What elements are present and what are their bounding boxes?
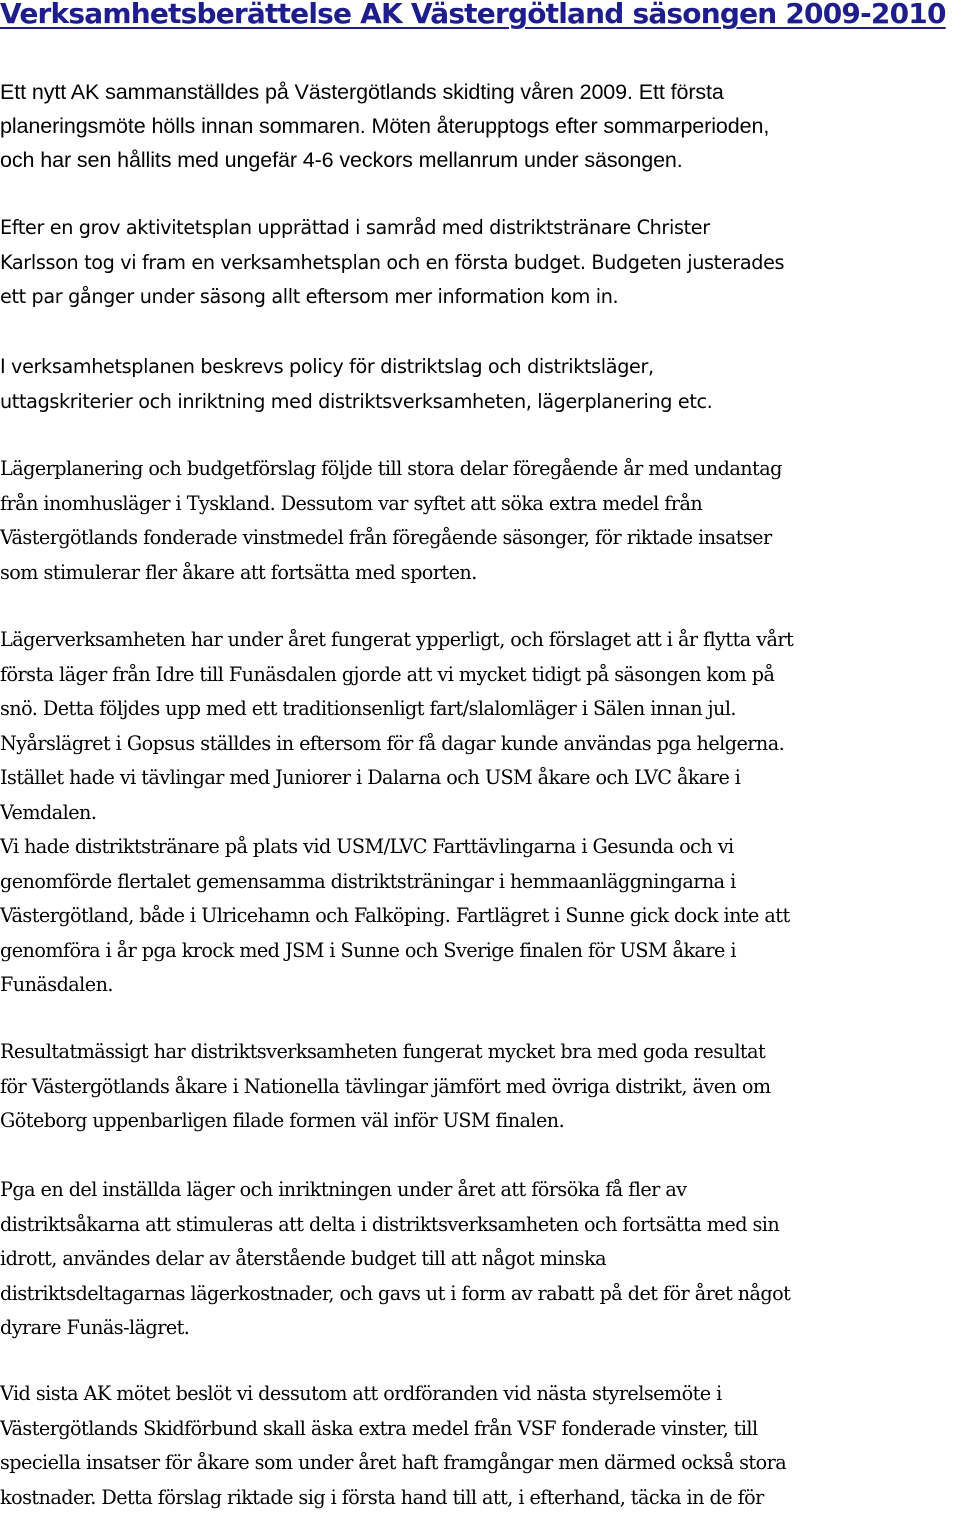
- paragraph-line: och har sen hållits med ungefär 4-6 veckors mellanrum under säsongen.: [0, 143, 769, 177]
- paragraph-line: dyrare Funäs-lägret.: [0, 1311, 790, 1346]
- paragraph-line: uttagskriterier och inriktning med distriktsverksamheten, lägerplanering etc.: [0, 385, 712, 420]
- paragraph-camp-planning: [0, 452, 782, 590]
- paragraph-camp-activities: [0, 623, 793, 1003]
- paragraph-intro: [0, 75, 769, 177]
- paragraph-line: snö. Detta följdes upp med ett traditionsenligt fart/slalomläger i Sälen innan jul.: [0, 692, 793, 727]
- paragraph-line: Efter en grov aktivitetsplan upprättad i samråd med distriktstränare Christer: [0, 211, 784, 246]
- paragraph-line: Vi hade distriktstränare på plats vid USM/LVC Farttävlingarna i Gesunda och vi: [0, 830, 793, 865]
- document-title: Verksamhetsberättelse AK Västergötland säsongen 2009-2010: [0, 0, 946, 31]
- paragraph-line: distriktsåkarna att stimuleras att delta i distriktsverksamheten och fortsätta med sin: [0, 1208, 790, 1243]
- paragraph-line: Resultatmässigt har distriktsverksamheten fungerat mycket bra med goda resultat: [0, 1035, 771, 1070]
- paragraph-line: Ett nytt AK sammanställdes på Västergötlands skidting våren 2009. Ett första: [0, 75, 769, 109]
- paragraph-line: idrott, användes delar av återstående budget till att något minska: [0, 1242, 790, 1277]
- paragraph-line: Nyårslägret i Gopsus ställdes in eftersom för få dagar kunde användas pga helgerna.: [0, 727, 793, 762]
- paragraph-line: distriktsdeltagarnas lägerkostnader, och gavs ut i form av rabatt på det för året något: [0, 1277, 790, 1312]
- paragraph-line: kostnader. Detta förslag riktade sig i första hand till att, i efterhand, täcka in de för: [0, 1481, 786, 1515]
- paragraph-line: som stimulerar fler åkare att fortsätta med sporten.: [0, 556, 782, 591]
- paragraph-line: från inomhusläger i Tyskland. Dessutom var syftet att söka extra medel från: [0, 487, 782, 522]
- paragraph-final-meeting: [0, 1377, 786, 1515]
- paragraph-line: Västergötland, både i Ulricehamn och Falköping. Fartlägret i Sunne gick dock inte att: [0, 899, 793, 934]
- paragraph-line: Lägerplanering och budgetförslag följde till stora delar föregående år med undantag: [0, 452, 782, 487]
- paragraph-line: Göteborg uppenbarligen filade formen väl inför USM finalen.: [0, 1104, 771, 1139]
- paragraph-line: genomförde flertalet gemensamma distriktsträningar i hemmaanläggningarna i: [0, 865, 793, 900]
- paragraph-line: Pga en del inställda läger och inriktningen under året att försöka få fler av: [0, 1173, 790, 1208]
- paragraph-line: Vemdalen.: [0, 796, 793, 831]
- paragraph-policy: [0, 350, 712, 419]
- paragraph-line: planeringsmöte hölls innan sommaren. Möten återupptogs efter sommarperioden,: [0, 109, 769, 143]
- paragraph-line: ett par gånger under säsong allt eftersom mer information kom in.: [0, 280, 784, 315]
- paragraph-budget: [0, 1173, 790, 1346]
- paragraph-line: Västergötlands Skidförbund skall äska extra medel från VSF fonderade vinster, till: [0, 1412, 786, 1447]
- paragraph-line: Västergötlands fonderade vinstmedel från föregående säsonger, för riktade insatser: [0, 521, 782, 556]
- paragraph-line: Lägerverksamheten har under året fungerat ypperligt, och förslaget att i år flytta vårt: [0, 623, 793, 658]
- paragraph-line: Funäsdalen.: [0, 968, 793, 1003]
- paragraph-line: för Västergötlands åkare i Nationella tävlingar jämfört med övriga distrikt, även om: [0, 1070, 771, 1105]
- paragraph-line: genomföra i år pga krock med JSM i Sunne och Sverige finalen för USM åkare i: [0, 934, 793, 969]
- paragraph-activity-plan: [0, 211, 784, 315]
- paragraph-line: Vid sista AK mötet beslöt vi dessutom att ordföranden vid nästa styrelsemöte i: [0, 1377, 786, 1412]
- paragraph-line: första läger från Idre till Funäsdalen gjorde att vi mycket tidigt på säsongen kom på: [0, 658, 793, 693]
- paragraph-line: Karlsson tog vi fram en verksamhetsplan och en första budget. Budgeten justerades: [0, 246, 784, 281]
- paragraph-results: [0, 1035, 771, 1139]
- paragraph-line: speciella insatser för åkare som under året haft framgångar men därmed också stora: [0, 1446, 786, 1481]
- paragraph-line: I verksamhetsplanen beskrevs policy för distriktslag och distriktsläger,: [0, 350, 712, 385]
- paragraph-line: Istället hade vi tävlingar med Juniorer i Dalarna och USM åkare och LVC åkare i: [0, 761, 793, 796]
